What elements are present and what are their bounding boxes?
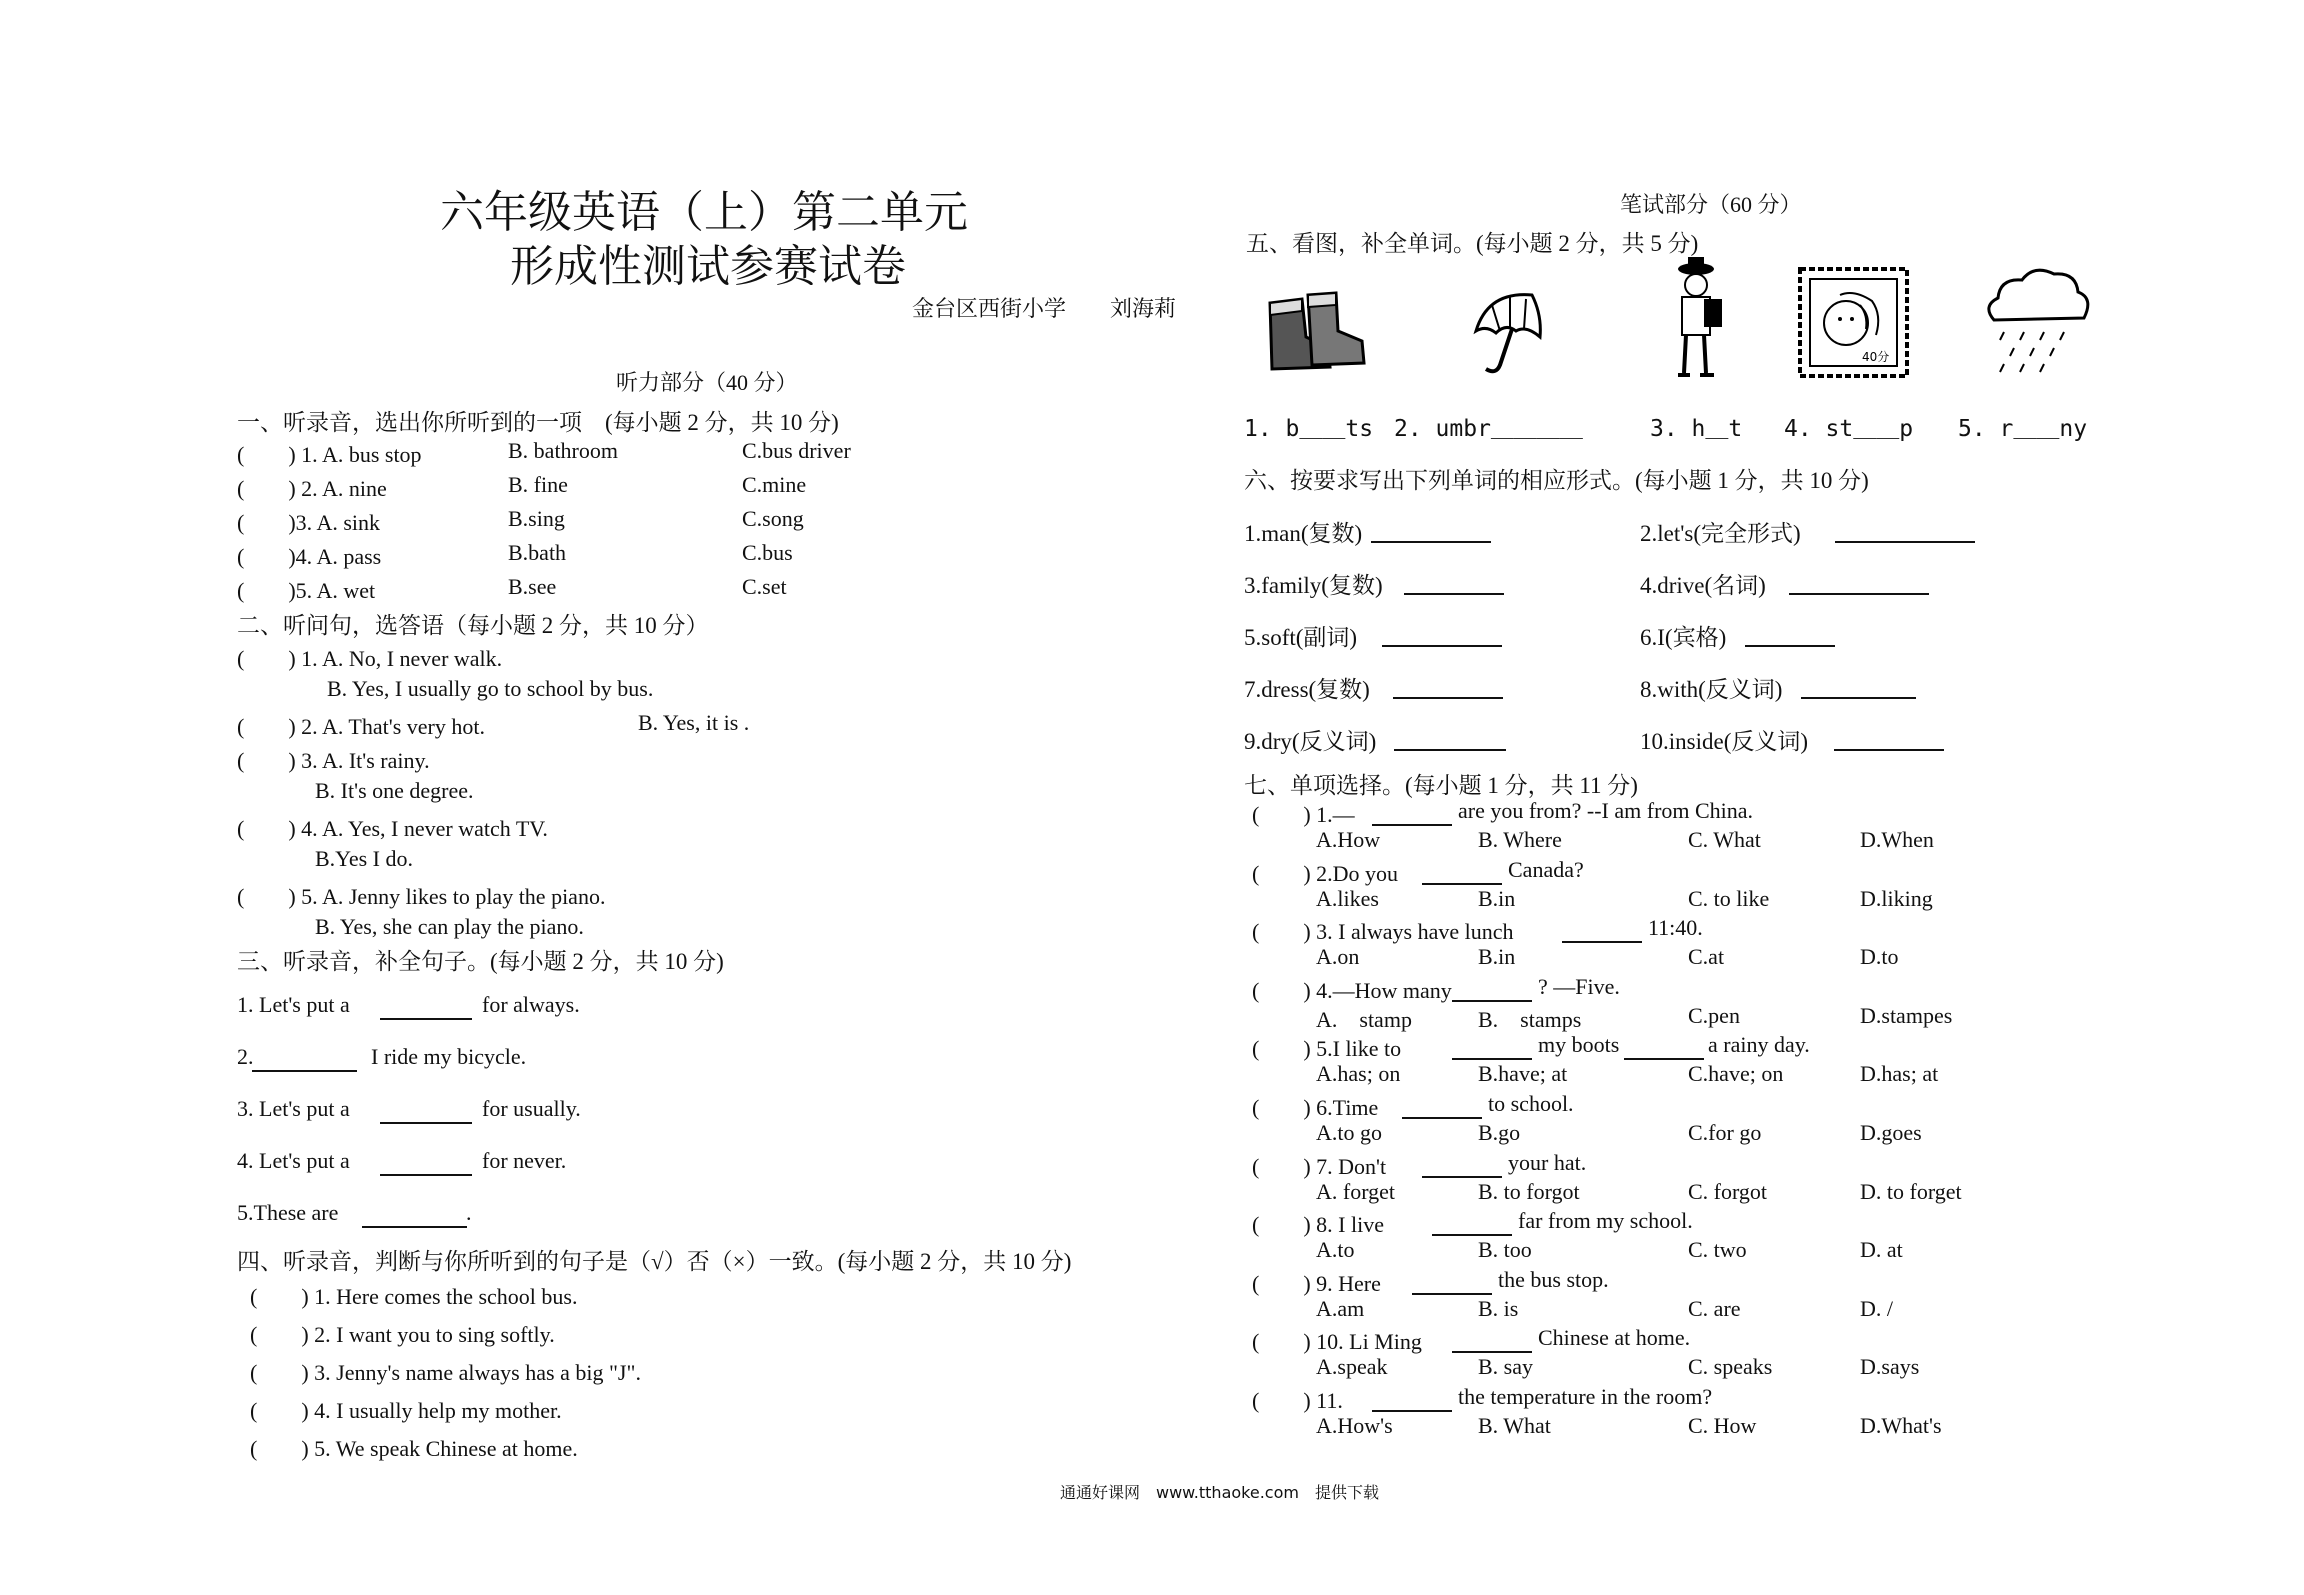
choice-option: B. say — [1478, 1354, 1533, 1380]
section6-heading: 六、按要求写出下列单词的相应形式。(每小题 1 分，共 10 分) — [1244, 468, 1869, 493]
writing-heading: 笔试部分（60 分） — [1620, 192, 1802, 217]
choice-question: ( ) 5.I like to — [1252, 1036, 1402, 1062]
choice-option: D.stampes — [1860, 1002, 1953, 1028]
choice-blank[interactable] — [1412, 1293, 1492, 1295]
choice-option: C. to like — [1688, 885, 1770, 911]
sentence-start: 3. Let's put a — [237, 1096, 350, 1121]
choice-option: C. are — [1688, 1295, 1741, 1321]
choice-blank[interactable] — [1402, 1117, 1482, 1119]
choice-option: C.at — [1688, 944, 1725, 970]
choice-option: D.says — [1860, 1354, 1920, 1380]
word-form-blank[interactable] — [1371, 541, 1491, 543]
choice-option: B. is — [1478, 1295, 1519, 1321]
choice-question-rest: far from my school. — [1518, 1208, 1693, 1234]
answer-line: ( ) 1. A. No, I never walk. — [237, 646, 503, 671]
word-form-item: 7.dress(复数) — [1244, 677, 1370, 702]
choice-option: D.What's — [1860, 1413, 1942, 1438]
option-b: B.see — [508, 574, 557, 599]
word-form-item: 3.family(复数) — [1244, 573, 1383, 598]
section5-heading: 五、看图，补全单词。(每小题 2 分，共 5 分) — [1246, 231, 1699, 256]
word-form-blank[interactable] — [1382, 645, 1502, 647]
author: 金台区西街小学 刘海莉 — [912, 296, 1177, 321]
choice-question-rest: Canada? — [1508, 856, 1584, 882]
svg-text:40分: 40分 — [1862, 350, 1890, 364]
sentence-start: 2. — [237, 1044, 254, 1069]
section3-heading: 三、听录音，补全句子。(每小题 2 分，共 10 分) — [237, 949, 724, 974]
choice-option: C. speaks — [1688, 1354, 1773, 1380]
choice-question: ( ) 11. — [1252, 1388, 1343, 1413]
sentence-end: for never. — [482, 1148, 567, 1173]
umbrella-icon — [1470, 285, 1550, 380]
choice-blank[interactable] — [1452, 1351, 1532, 1353]
choice-option: B.go — [1478, 1120, 1521, 1145]
choice-option: A.to go — [1316, 1120, 1382, 1145]
choice-option: A.speak — [1316, 1354, 1388, 1380]
fill-blank[interactable] — [362, 1226, 467, 1228]
word-form-item: 1.man(复数) — [1244, 521, 1363, 546]
answer-line: ( ) 5. A. Jenny likes to play the piano. — [237, 884, 606, 909]
choice-option: A. stamp — [1316, 1006, 1412, 1032]
choice-option: C.have; on — [1688, 1061, 1784, 1087]
option-b: B. bathroom — [508, 438, 618, 463]
choice-question-rest: to school. — [1488, 1091, 1574, 1116]
word-form-item: 8.with(反义词) — [1640, 677, 1783, 702]
choice-option: D.When — [1860, 827, 1934, 852]
option-c: C.mine — [742, 472, 807, 497]
question-option-a: ( ) 1. A. bus stop — [237, 442, 422, 467]
choice-option: A.on — [1316, 944, 1360, 970]
word-form-blank[interactable] — [1801, 697, 1916, 699]
picture-word: 2. umbr＿＿＿＿ — [1394, 416, 1583, 442]
word-form-blank[interactable] — [1789, 593, 1929, 595]
word-form-item: 4.drive(名词) — [1640, 573, 1766, 598]
choice-option: D.has; at — [1860, 1061, 1939, 1087]
choice-option: C. two — [1688, 1237, 1747, 1263]
answer-line: B. Yes, I usually go to school by bus. — [327, 676, 654, 701]
choice-option: D. at — [1860, 1237, 1903, 1263]
sentence-end: for usually. — [482, 1096, 581, 1121]
choice-blank[interactable] — [1452, 1000, 1532, 1002]
sentence-end: I ride my bicycle. — [371, 1044, 527, 1069]
sentence-end: . — [466, 1200, 472, 1225]
section1-heading: 一、听录音，选出你所听到的一项 (每小题 2 分，共 10 分) — [237, 410, 839, 435]
choice-question: ( ) 7. Don't — [1252, 1153, 1387, 1179]
footer-source: 通通好课网 www.tthaoke.com 提供下载 — [1060, 1483, 1379, 1502]
exam-title-line1: 六年级英语（上）第二单元 — [440, 187, 968, 238]
choice-option: A.How's — [1316, 1413, 1393, 1438]
section4-heading: 四、听录音，判断与你所听到的句子是（√）否（×）一致。(每小题 2 分，共 10 分) — [237, 1249, 1072, 1274]
choice-question: ( ) 2.Do you — [1252, 860, 1399, 886]
choice-question: ( ) 4.—How many — [1252, 977, 1452, 1003]
answer-line: B.Yes I do. — [315, 846, 414, 871]
sentence-start: 4. Let's put a — [237, 1148, 350, 1173]
choice-question-rest: a rainy day. — [1708, 1032, 1810, 1058]
answer-line: B. It's one degree. — [315, 778, 474, 803]
fill-blank[interactable] — [252, 1070, 357, 1072]
choice-question: ( ) 8. I live — [1252, 1212, 1384, 1238]
choice-option: C. What — [1688, 827, 1761, 852]
choice-option: B.in — [1478, 885, 1516, 911]
judge-item: ( ) 1. Here comes the school bus. — [250, 1284, 578, 1309]
question-option-a: ( )4. A. pass — [237, 544, 382, 569]
choice-option: D.goes — [1860, 1120, 1922, 1145]
picture-word: 4. st＿＿p — [1784, 416, 1914, 442]
answer-line: ( ) 2. A. That's very hot. — [237, 714, 485, 739]
word-form-blank[interactable] — [1834, 749, 1944, 751]
picture-word: 5. r＿＿ny — [1958, 416, 2088, 442]
choice-option: A. forget — [1316, 1178, 1396, 1204]
word-form-item: 5.soft(副词) — [1244, 625, 1358, 650]
word-form-blank[interactable] — [1745, 645, 1835, 647]
choice-option: B.have; at — [1478, 1061, 1568, 1087]
option-b: B. fine — [508, 472, 568, 497]
stamp-icon — [1796, 265, 1911, 380]
choice-blank[interactable] — [1422, 883, 1502, 885]
choice-option: C. forgot — [1688, 1178, 1768, 1204]
choice-option: C. How — [1688, 1413, 1757, 1438]
word-form-blank[interactable] — [1393, 697, 1503, 699]
question-option-a: ( )5. A. wet — [237, 578, 376, 603]
choice-blank[interactable] — [1432, 1234, 1512, 1236]
choice-option: A.How — [1316, 827, 1381, 852]
choice-blank[interactable] — [1372, 1410, 1452, 1412]
boots-icon — [1258, 285, 1373, 380]
choice-option: D.liking — [1860, 885, 1933, 911]
choice-question: ( ) 1.— — [1252, 802, 1355, 827]
fill-blank[interactable] — [380, 1122, 472, 1124]
fill-blank[interactable] — [380, 1174, 472, 1176]
word-form-blank[interactable] — [1404, 593, 1504, 595]
word-form-item: 6.I(宾格) — [1640, 625, 1727, 650]
choice-question-rest: the bus stop. — [1498, 1266, 1609, 1292]
answer-line: B. Yes, it is . — [638, 710, 750, 735]
answer-line: ( ) 3. A. It's rainy. — [237, 748, 430, 773]
judge-item: ( ) 4. I usually help my mother. — [250, 1398, 562, 1423]
answer-line: ( ) 4. A. Yes, I never watch TV. — [237, 816, 548, 841]
choice-option: B. too — [1478, 1237, 1532, 1263]
choice-question-rest: ? —Five. — [1538, 973, 1620, 999]
option-c: C.bus driver — [742, 438, 851, 463]
choice-option: B. to forgot — [1478, 1178, 1580, 1204]
choice-blank[interactable] — [1562, 941, 1642, 943]
choice-option: A.has; on — [1316, 1061, 1401, 1087]
choice-option: B. stamps — [1478, 1006, 1582, 1032]
choice-option: D. to forget — [1860, 1178, 1962, 1204]
listening-heading: 听力部分（40 分） — [616, 370, 798, 395]
choice-option: D. / — [1860, 1295, 1893, 1321]
option-b: B.bath — [508, 540, 567, 565]
choice-question-rest: Chinese at home. — [1538, 1325, 1691, 1351]
choice-option: C.for go — [1688, 1120, 1762, 1145]
choice-question: ( ) 10. Li Ming — [1252, 1329, 1422, 1355]
choice-blank[interactable] — [1422, 1176, 1502, 1178]
question-option-a: ( ) 2. A. nine — [237, 476, 387, 501]
option-c: C.song — [742, 506, 804, 531]
word-form-item: 9.dry(反义词) — [1244, 729, 1377, 754]
word-form-blank[interactable] — [1394, 749, 1506, 751]
sentence-start: 5.These are — [237, 1200, 339, 1225]
choice-question-rest: 11:40. — [1648, 915, 1703, 941]
choice-blank[interactable] — [1624, 1058, 1704, 1060]
option-c: C.set — [742, 574, 787, 599]
choice-question: ( ) 9. Here — [1252, 1270, 1381, 1296]
choice-option: C.pen — [1688, 1002, 1740, 1028]
choice-option: D.to — [1860, 944, 1899, 970]
word-form-item: 2.let's(完全形式) — [1640, 521, 1801, 546]
choice-option: B. What — [1478, 1413, 1551, 1438]
choice-blank[interactable] — [1452, 1058, 1532, 1060]
section7-heading: 七、单项选择。(每小题 1 分，共 11 分) — [1244, 773, 1638, 798]
judge-item: ( ) 2. I want you to sing softly. — [250, 1322, 555, 1347]
choice-option: A.likes — [1316, 885, 1379, 911]
fill-blank[interactable] — [380, 1018, 472, 1020]
answer-line: B. Yes, she can play the piano. — [315, 914, 584, 939]
rain-cloud-icon — [1980, 262, 2095, 387]
choice-question-rest: the temperature in the room? — [1458, 1384, 1713, 1409]
option-c: C.bus — [742, 540, 793, 565]
choice-question: ( ) 6.Time — [1252, 1095, 1379, 1120]
choice-option: A.am — [1316, 1295, 1365, 1321]
picture-word: 3. h＿t — [1650, 416, 1743, 442]
picture-word: 1. b＿＿ts — [1244, 416, 1374, 442]
choice-question-rest: are you from? --I am from China. — [1458, 798, 1754, 823]
word-form-blank[interactable] — [1835, 541, 1975, 543]
section2-heading: 二、听问句，选答语（每小题 2 分，共 10 分） — [237, 613, 709, 638]
choice-question: ( ) 3. I always have lunch — [1252, 919, 1514, 945]
sentence-end: for always. — [482, 992, 580, 1017]
question-option-a: ( )3. A. sink — [237, 510, 381, 535]
judge-item: ( ) 3. Jenny's name always has a big "J". — [250, 1360, 641, 1385]
choice-option: B.in — [1478, 944, 1516, 970]
exam-title-line2: 形成性测试参赛试卷 — [510, 241, 906, 292]
option-b: B.sing — [508, 506, 565, 531]
judge-item: ( ) 5. We speak Chinese at home. — [250, 1436, 578, 1461]
word-form-item: 10.inside(反义词) — [1640, 729, 1809, 754]
choice-option: A.to — [1316, 1237, 1355, 1263]
choice-blank[interactable] — [1372, 824, 1452, 826]
choice-option: B. Where — [1478, 827, 1562, 852]
sentence-start: 1. Let's put a — [237, 992, 350, 1017]
choice-question-rest: your hat. — [1508, 1149, 1587, 1175]
choice-question-rest: my boots — [1538, 1032, 1620, 1058]
hat-person-icon — [1668, 255, 1728, 385]
